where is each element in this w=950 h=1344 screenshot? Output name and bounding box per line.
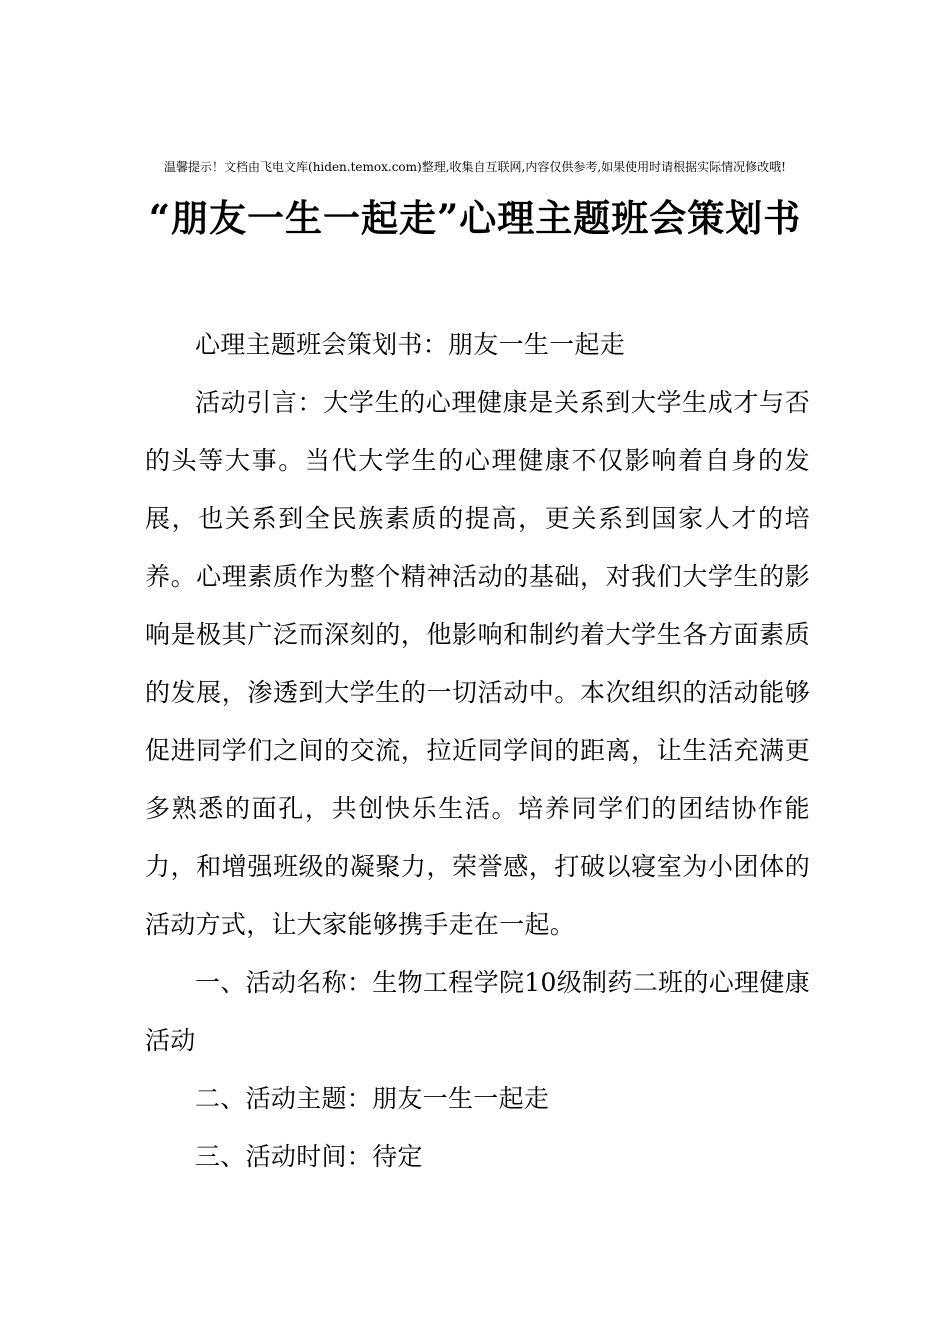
paragraph-activity-name: 一、活动名称：生物工程学院10级制药二班的心理健康活动 <box>145 968 810 1055</box>
paragraph-introduction: 活动引言：大学生的心理健康是关系到大学生成才与否的头等大事。当代大学生的心理健康不仅影响着自身的发展，也关系到全民族素质的提高，更关系到国家人才的培养。心理素质作为整个精神活动的基础，对我们大学生的影响是极其广泛而深刻的，他影响和制约着大学生各方面素质的发展，渗透到大学生的一切活动中。本次组织的活动能够促进同学们之间的交流，拉近同学间的距离，让生活充满更多熟悉的面孔，共创快乐生活。培养同学们的团结协作能力，和增强班级的凝聚力，荣誉感，打破以寝室为小团体的活动方式，让大家能够携手走在一起。 <box>145 388 810 939</box>
document-title: “朋友一生一起走”心理主题班会策划书 <box>148 196 802 240</box>
paragraph-activity-theme: 二、活动主题：朋友一生一起走 <box>195 1084 550 1113</box>
paragraph-activity-time: 三、活动时间：待定 <box>195 1142 423 1171</box>
document-body <box>145 316 810 1186</box>
header-notice: 温馨提示！文档由飞电文库(hiden.temox.com)整理,收集自互联网,内容仅供参考,如果使用时请根据实际情况修改哦! <box>164 160 786 174</box>
paragraph-subtitle: 心理主题班会策划书：朋友一生一起走 <box>195 330 626 359</box>
